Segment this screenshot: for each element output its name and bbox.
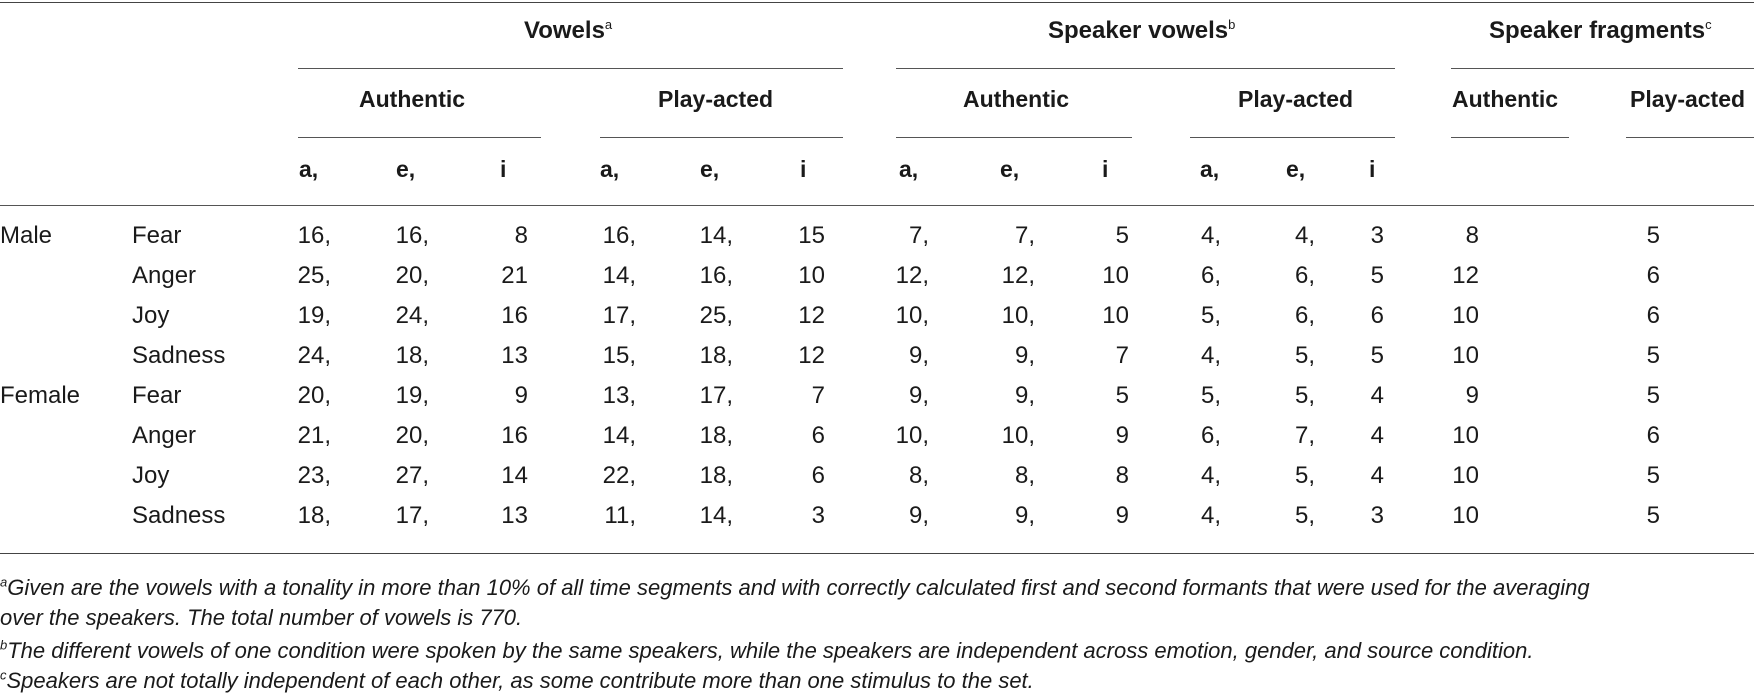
table-cell: 14, <box>602 262 636 289</box>
table-cell: 20, <box>297 382 331 409</box>
table-cell: 7 <box>1115 342 1129 369</box>
group-header-speaker-vowels: Speaker vowels$^b$ <box>1048 17 1236 44</box>
table-cell: 10 <box>798 262 825 289</box>
subgroup-header: Authentic <box>359 86 466 112</box>
table-cell: 16 <box>501 302 528 329</box>
table-cell: 10 <box>1452 502 1479 529</box>
table-cell: 9, <box>1014 342 1035 369</box>
vowel-label: a, <box>1200 156 1220 182</box>
table-cell: 7, <box>1014 222 1035 249</box>
table-bottom-rule <box>0 553 1754 554</box>
vowel-label: e, <box>396 156 416 182</box>
table-cell: 18, <box>699 342 733 369</box>
table-cell: 5 <box>1646 502 1660 529</box>
table-cell: 4 <box>1370 422 1384 449</box>
table-cell: 10, <box>1001 422 1035 449</box>
table-cell: 12, <box>895 262 929 289</box>
table-cell: 25, <box>297 262 331 289</box>
table-cell: 16, <box>602 222 636 249</box>
table-cell: 12 <box>798 302 825 329</box>
table-cell: 5, <box>1200 382 1221 409</box>
emotion-label: Fear <box>132 382 182 409</box>
table-cell: 16 <box>501 422 528 449</box>
group-header-speaker-fragments: Speaker fragments$^c$ <box>1489 17 1712 44</box>
gender-label: Female <box>0 382 81 409</box>
table-cell: 5 <box>1646 382 1660 409</box>
table-cell: 4, <box>1294 222 1315 249</box>
emotion-label: Sadness <box>132 342 226 369</box>
table-cell: 5, <box>1294 502 1315 529</box>
subgroup-rule <box>600 137 843 138</box>
vowel-label: e, <box>700 156 720 182</box>
table-cell: 16, <box>297 222 331 249</box>
footnote-c: $^c$Speakers are not totally independent of each other, as some contribute more than one stimulus to the set. <box>0 667 1034 693</box>
table-cell: 14, <box>602 422 636 449</box>
table-cell: 9, <box>1014 382 1035 409</box>
table-cell: 20, <box>395 262 429 289</box>
table-cell: 16, <box>699 262 733 289</box>
table-cell: 5 <box>1370 262 1384 289</box>
table-cell: 25, <box>699 302 733 329</box>
emotion-label: Fear <box>132 222 182 249</box>
table-cell: 5 <box>1646 342 1660 369</box>
subgroup-rule <box>298 137 541 138</box>
table-cell: 4, <box>1200 502 1221 529</box>
table-cell: 15, <box>602 342 636 369</box>
table-cell: 6 <box>1646 262 1660 289</box>
emotion-label: Joy <box>132 462 170 489</box>
table-cell: 18, <box>395 342 429 369</box>
table-cell: 24, <box>297 342 331 369</box>
table-cell: 9 <box>1115 502 1129 529</box>
subgroup-header: Authentic <box>1452 86 1559 112</box>
table-cell: 17, <box>699 382 733 409</box>
vowel-label: i <box>1369 156 1376 182</box>
group-rule-speaker-vowels <box>896 68 1395 69</box>
table-cell: 6 <box>1646 422 1660 449</box>
table-cell: 9, <box>908 382 929 409</box>
table-cell: 19, <box>297 302 331 329</box>
subgroup-header: Play-acted <box>1238 86 1354 112</box>
table-cell: 19, <box>395 382 429 409</box>
table-cell: 20, <box>395 422 429 449</box>
table-cell: 5 <box>1115 382 1129 409</box>
table-cell: 6, <box>1200 262 1221 289</box>
footnote-a-continued: over the speakers. The total number of vowels is 770. <box>0 605 523 630</box>
vowel-label: e, <box>1286 156 1306 182</box>
table-cell: 5 <box>1646 462 1660 489</box>
table-cell: 5 <box>1370 342 1384 369</box>
table-cell: 12, <box>1001 262 1035 289</box>
table-cell: 10 <box>1452 422 1479 449</box>
table-cell: 15 <box>798 222 825 249</box>
subgroup-header: Play-acted <box>1630 86 1746 112</box>
table-cell: 12 <box>1452 262 1479 289</box>
vowel-label: a, <box>600 156 620 182</box>
header-bottom-rule <box>0 205 1754 206</box>
table-cell: 10 <box>1102 302 1129 329</box>
table-cell: 14, <box>699 222 733 249</box>
table-cell: 17, <box>602 302 636 329</box>
footnote-a: $^a$Given are the vowels with a tonality in more than 10% of all time segments and with correctly calculated first and second formants that were used for the averaging <box>0 574 1590 600</box>
table-cell: 6, <box>1200 422 1221 449</box>
table-cell: 5, <box>1294 462 1315 489</box>
group-rule-speaker-fragments <box>1451 68 1754 69</box>
vowel-label: a, <box>899 156 919 182</box>
vowel-label: a, <box>299 156 319 182</box>
subgroup-rule <box>896 137 1132 138</box>
table-cell: 7, <box>1294 422 1315 449</box>
vowel-label: e, <box>1000 156 1020 182</box>
table-cell: 21, <box>297 422 331 449</box>
table-cell: 4 <box>1370 462 1384 489</box>
subgroup-header: Authentic <box>963 86 1070 112</box>
table-cell: 10 <box>1452 462 1479 489</box>
table-cell: 9, <box>908 502 929 529</box>
table-cell: 10, <box>895 422 929 449</box>
table-cell: 4, <box>1200 342 1221 369</box>
table-cell: 27, <box>395 462 429 489</box>
table-cell: 18, <box>699 422 733 449</box>
vowel-label: i <box>500 156 507 182</box>
table-cell: 7 <box>811 382 825 409</box>
table-cell: 23, <box>297 462 331 489</box>
table-cell: 6, <box>1294 262 1315 289</box>
table-top-rule <box>0 2 1754 3</box>
table-cell: 5 <box>1115 222 1129 249</box>
table-cell: 14, <box>699 502 733 529</box>
table-cell: 13 <box>501 342 528 369</box>
table-cell: 10, <box>895 302 929 329</box>
table-cell: 4 <box>1370 382 1384 409</box>
subgroup-rule <box>1451 137 1569 138</box>
table-cell: 9 <box>1115 422 1129 449</box>
gender-label: Male <box>0 222 53 249</box>
table-cell: 6 <box>811 462 825 489</box>
table-cell: 12 <box>798 342 825 369</box>
table-cell: 22, <box>602 462 636 489</box>
table-cell: 13 <box>501 502 528 529</box>
table-cell: 8 <box>1115 462 1129 489</box>
table-cell: 10, <box>1001 302 1035 329</box>
table-cell: 8, <box>908 462 929 489</box>
table-cell: 5, <box>1294 382 1315 409</box>
emotion-label: Anger <box>132 262 197 289</box>
table-cell: 6 <box>1370 302 1384 329</box>
table-cell: 6 <box>811 422 825 449</box>
table-cell: 3 <box>1370 222 1384 249</box>
table-cell: 5, <box>1200 302 1221 329</box>
table-cell: 10 <box>1452 302 1479 329</box>
emotion-label: Joy <box>132 302 170 329</box>
table-cell: 3 <box>1370 502 1384 529</box>
table-cell: 6, <box>1294 302 1315 329</box>
table-cell: 5, <box>1294 342 1315 369</box>
table-cell: 8 <box>1465 222 1479 249</box>
table-cell: 8, <box>1014 462 1035 489</box>
table-cell: 21 <box>501 262 528 289</box>
table-cell: 17, <box>395 502 429 529</box>
table-cell: 3 <box>811 502 825 529</box>
footnote-b: $^b$The different vowels of one condition were spoken by the same speakers, while the speakers are independent across emotion, gender, and source condition. <box>0 637 1534 663</box>
table-cell: 6 <box>1646 302 1660 329</box>
subgroup-rule <box>1626 137 1754 138</box>
table-cell: 18, <box>297 502 331 529</box>
table-cell: 9, <box>908 342 929 369</box>
table-cell: 4, <box>1200 462 1221 489</box>
table-cell: 10 <box>1102 262 1129 289</box>
table-cell: 24, <box>395 302 429 329</box>
table-cell: 14 <box>501 462 528 489</box>
table-cell: 11, <box>604 502 636 529</box>
table-cell: 9 <box>1465 382 1479 409</box>
table-cell: 4, <box>1200 222 1221 249</box>
group-rule-vowels <box>298 68 843 69</box>
vowel-label: i <box>800 156 807 182</box>
vowel-label: i <box>1102 156 1109 182</box>
subgroup-rule <box>1190 137 1395 138</box>
table-cell: 5 <box>1646 222 1660 249</box>
subgroup-header: Play-acted <box>658 86 774 112</box>
table-cell: 9 <box>514 382 528 409</box>
table-cell: 13, <box>602 382 636 409</box>
emotion-label: Anger <box>132 422 197 449</box>
table-cell: 7, <box>908 222 929 249</box>
group-header-vowels: Vowels$^a$ <box>524 17 613 44</box>
table-cell: 18, <box>699 462 733 489</box>
table-cell: 16, <box>395 222 429 249</box>
table-cell: 8 <box>514 222 528 249</box>
table-cell: 9, <box>1014 502 1035 529</box>
table-cell: 10 <box>1452 342 1479 369</box>
emotion-label: Sadness <box>132 502 226 529</box>
